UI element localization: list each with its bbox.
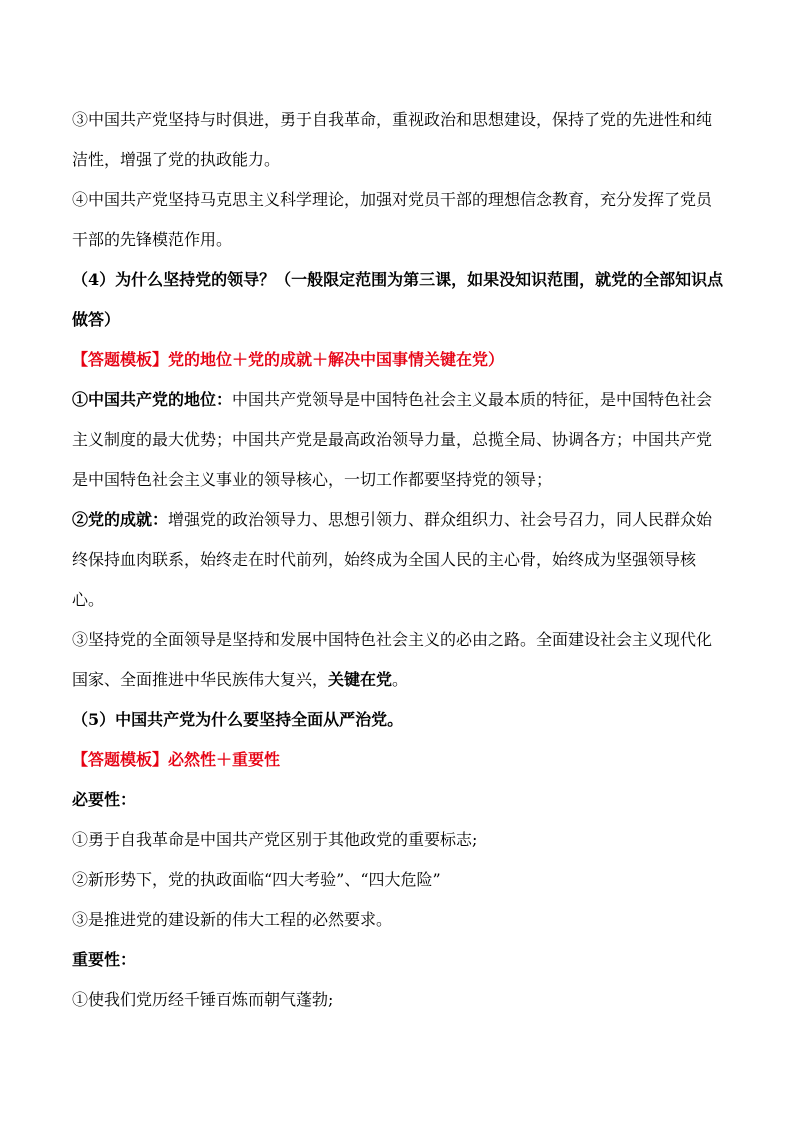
section-1-text: 中国共产党领导是中国特色社会主义最本质的特征，是中国特色社会	[232, 390, 713, 409]
document-page	[72, 100, 734, 1020]
necessity-item-2: ②新形势下，党的执政面临“四大考验”、“四大危险”	[72, 870, 441, 889]
necessity-item-1: ①勇于自我革命是中国共产党区别于其他政党的重要标志;	[72, 830, 478, 849]
section-1-line-3: 是中国特色社会主义事业的领导核心，一切工作都要坚持党的领导；	[72, 470, 553, 489]
paragraph-line: 干部的先锋模范作用。	[72, 230, 233, 249]
section-1-heading: ①中国共产党的地位：	[72, 390, 233, 409]
section-2-line-3: 心。	[72, 590, 105, 609]
template-text: 党的地位＋党的成就＋解决中国事情关键在党）	[168, 350, 505, 369]
template-bracket: 【答题模板】	[72, 750, 169, 769]
question-4-line-2: 做答）	[72, 310, 121, 329]
question-5: （5）中国共产党为什么要坚持全面从严治党。	[72, 710, 404, 729]
necessity-heading: 必要性：	[72, 790, 137, 809]
template-text: 必然性＋重要性	[168, 750, 281, 769]
necessity-item-3: ③是推进党的建设新的伟大工程的必然要求。	[72, 910, 393, 929]
section-2-heading: ②党的成就：	[72, 510, 169, 529]
paragraph-line: ④中国共产党坚持马克思主义科学理论，加强对党员干部的理想信念教育，充分发挥了党员	[72, 190, 713, 209]
section-3-bold: 关键在党	[328, 670, 393, 689]
section-3-line-2	[72, 660, 734, 700]
answer-template-2	[72, 740, 734, 780]
paragraph-line: 洁性，增强了党的执政能力。	[72, 150, 281, 169]
section-2-line-1	[72, 500, 734, 540]
importance-heading: 重要性：	[72, 950, 137, 969]
answer-template-1	[72, 340, 734, 380]
section-1-line-2: 主义制度的最大优势；中国共产党是最高政治领导力量，总揽全局、协调各方；中国共产党	[72, 430, 713, 449]
template-bracket: 【答题模板】	[72, 350, 169, 369]
section-2-line-2: 终保持血肉联系，始终走在时代前列，始终成为全国人民的主心骨，始终成为坚强领导核	[72, 550, 697, 569]
section-1-line-1	[72, 380, 734, 420]
section-2-text: 增强党的政治领导力、思想引领力、群众组织力、社会号召力，同人民群众始	[168, 510, 713, 529]
section-3-end: 。	[392, 670, 409, 689]
paragraph-line: ③中国共产党坚持与时俱进，勇于自我革命，重视政治和思想建设，保持了党的先进性和纯	[72, 110, 713, 129]
section-3-text: 国家、全面推进中华民族伟大复兴，	[72, 670, 329, 689]
importance-item-1: ①使我们党历经千锤百炼而朝气蓬勃;	[72, 990, 334, 1009]
question-4-line-1: （4）为什么坚持党的领导？（一般限定范围为第三课，如果没知识范围，就党的全部知识点	[72, 270, 724, 289]
section-3-line-1: ③坚持党的全面领导是坚持和发展中国特色社会主义的必由之路。全面建设社会主义现代化	[72, 630, 713, 649]
